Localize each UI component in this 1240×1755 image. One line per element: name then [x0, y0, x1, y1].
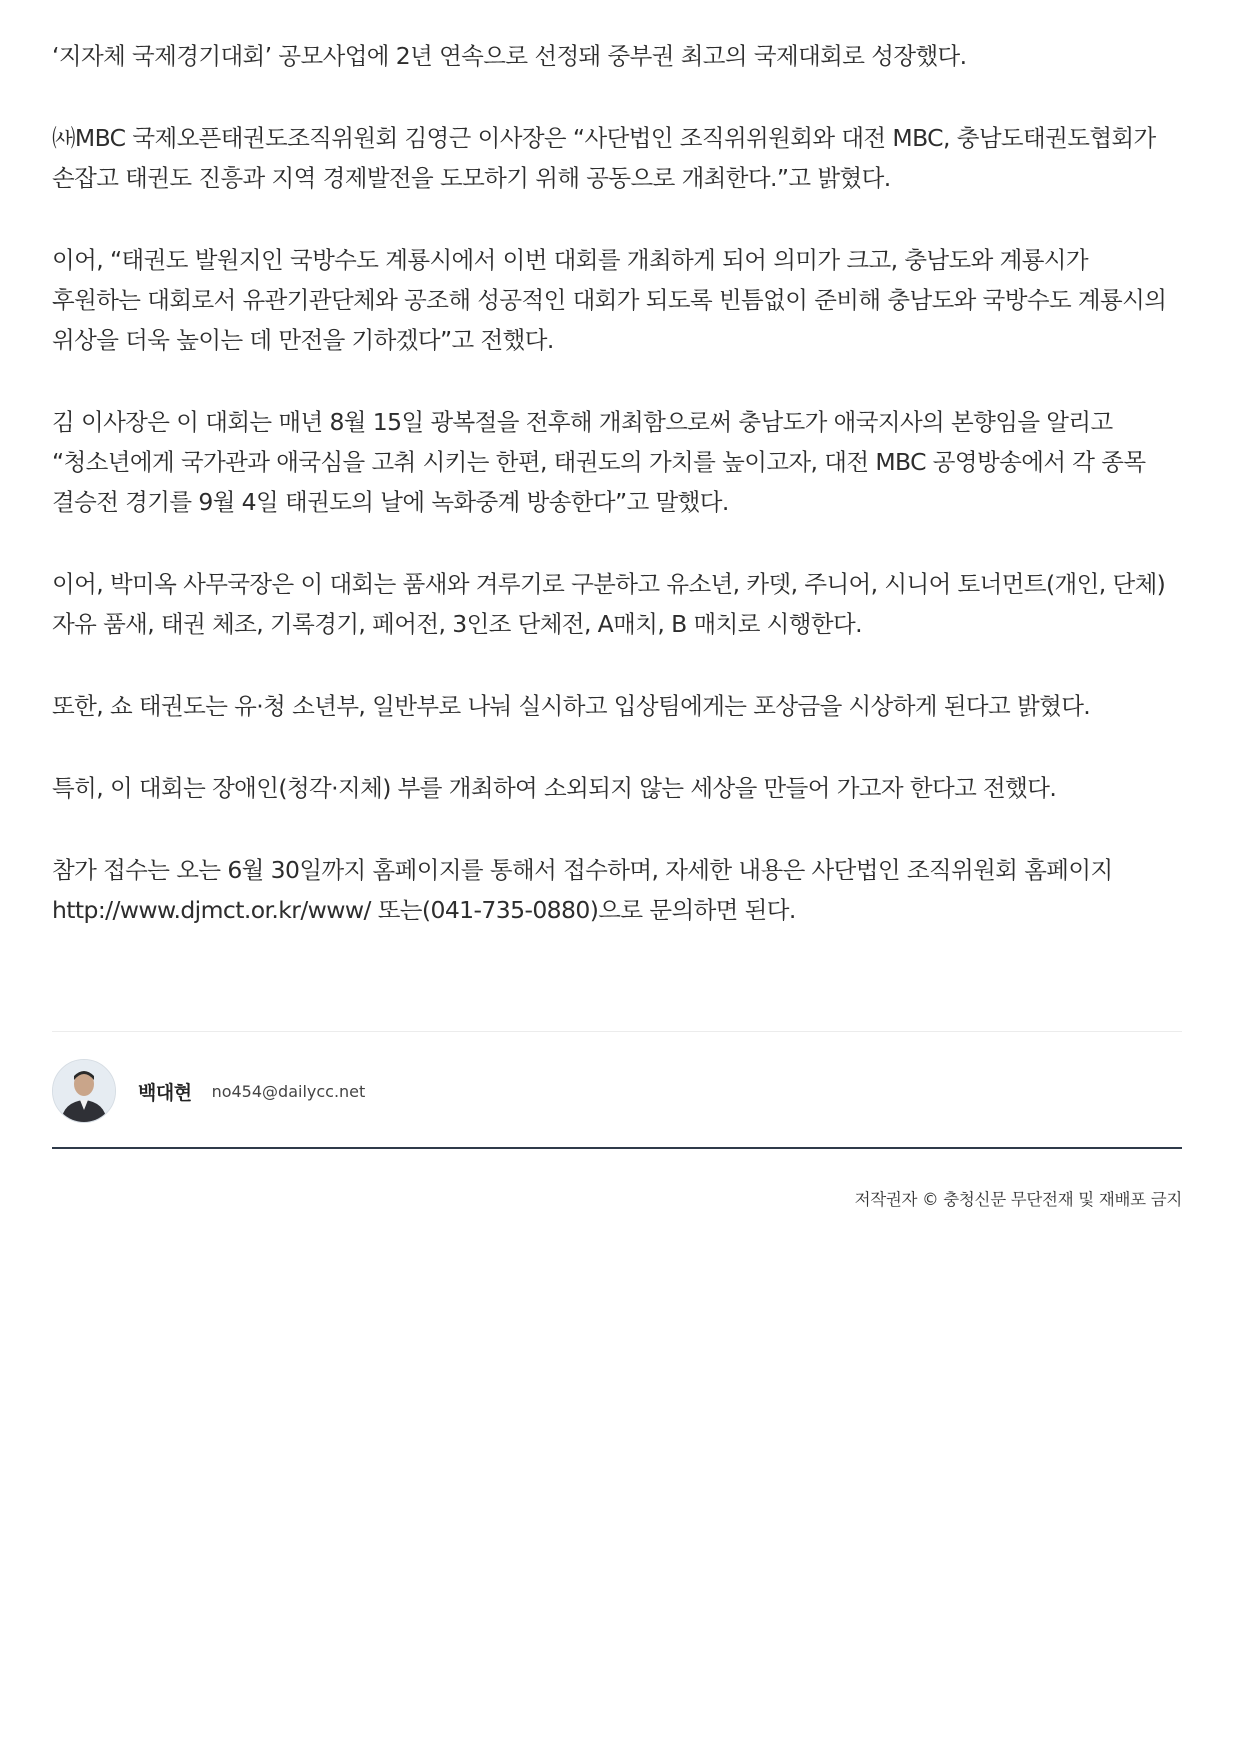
- reporter-photo-icon[interactable]: [52, 1059, 116, 1123]
- article-paragraph: 이어, 박미옥 사무국장은 이 대회는 품새와 겨루기로 구분하고 유소년, 카뎃, 주니어, 시니어 토너먼트(개인, 단체) 자유 품새, 태권 체조, 기록경기, 페어전, 3인조 단체전, A매치, B 매치로 시행한다.: [52, 570, 1166, 638]
- author-name[interactable]: 백대현: [138, 1081, 192, 1104]
- article-paragraph: 또한, 쇼 태권도는 유·청 소년부, 일반부로 나눠 실시하고 입상팀에게는 포상금을 시상하게 된다고 밝혔다.: [52, 692, 1091, 720]
- article-paragraph: 이어, “태권도 발원지인 국방수도 계룡시에서 이번 대회를 개최하게 되어 의미가 크고, 충남도와 계룡시가 후원하는 대회로서 유관기관단체와 공조해 성공적인 대회가 되도록 빈틈없이 준비해 충남도와 국방수도 계룡시의 위상을 더욱 높이는 데 만전을 기하겠다”고 전했다.: [52, 246, 1167, 354]
- author-email[interactable]: no454@dailycc.net: [211, 1081, 366, 1101]
- article-paragraph: ‘지자체 국제경기대회’ 공모사업에 2년 연속으로 선정돼 중부권 최고의 국제대회로 성장했다.: [52, 42, 967, 70]
- avatar-illustration: [53, 1060, 115, 1122]
- footer-divider: [52, 1147, 1182, 1149]
- article-paragraph: 김 이사장은 이 대회는 매년 8월 15일 광복절을 전후해 개최함으로써 충남도가 애국지사의 본향임을 알리고 “청소년에게 국가관과 애국심을 고취 시키는 한편, 태권도의 가치를 높이고자, 대전 MBC 공영방송에서 각 종목 결승전 경기를 9월 4일 태권도의 날에 녹화중계 방송한다”고 말했다.: [52, 408, 1146, 516]
- byline-top-divider: [52, 1031, 1182, 1032]
- copyright-notice: 저작권자 © 충청신문 무단전재 및 재배포 금지: [854, 1190, 1182, 1209]
- article-paragraph: ㈔MBC 국제오픈태권도조직위원회 김영근 이사장은 “사단법인 조직위위원회와 대전 MBC, 충남도태권도협회가 손잡고 태권도 진흥과 지역 경제발전을 도모하기 위해 공동으로 개최한다.”고 밝혔다.: [52, 124, 1156, 192]
- article-paragraph: 특히, 이 대회는 장애인(청각·지체) 부를 개최하여 소외되지 않는 세상을 만들어 가고자 한다고 전했다.: [52, 774, 1057, 802]
- author-byline: [52, 1058, 365, 1124]
- article-body: [52, 36, 1182, 972]
- article-paragraph: 참가 접수는 오는 6월 30일까지 홈페이지를 통해서 접수하며, 자세한 내용은 사단법인 조직위원회 홈페이지 http://www.djmct.or.kr/www/ 또는(041-735-0880)으로 문의하면 된다.: [52, 856, 1113, 924]
